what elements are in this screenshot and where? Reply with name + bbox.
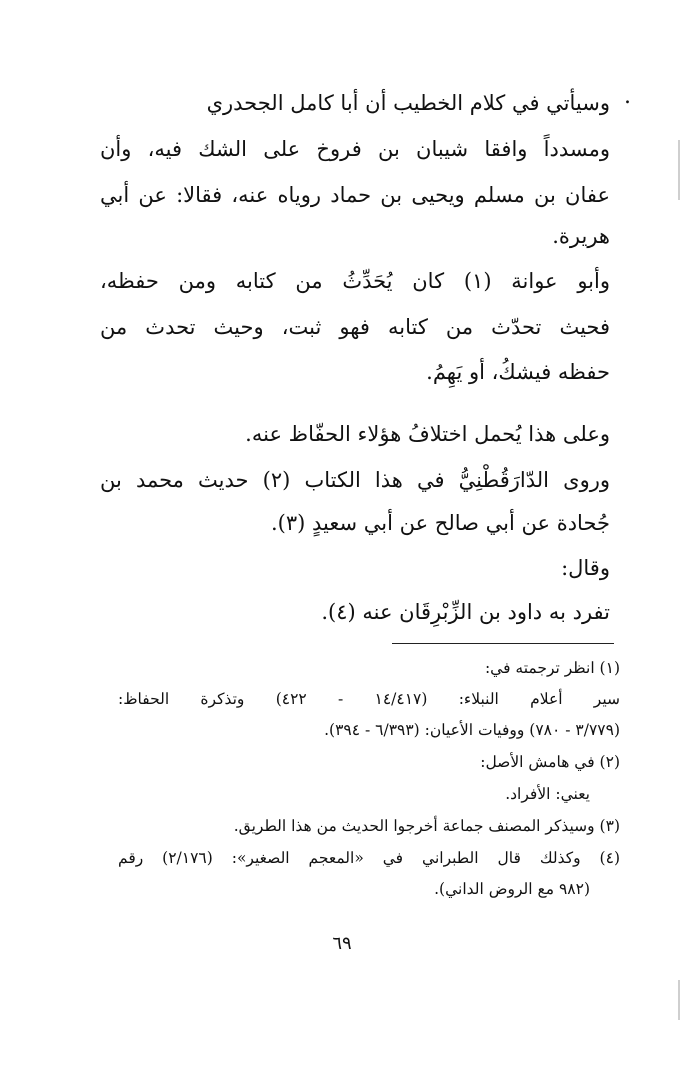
paragraph-3-line-4: وقال: xyxy=(561,556,610,580)
paragraph-3-line-1: وعلى هذا يُحمل اختلافُ هؤلاء الحفّاظ عنه. xyxy=(245,422,610,446)
footnote-1: (١) انظر ترجمته في: xyxy=(484,659,620,677)
paragraph-2-line-1: وأبو عوانة (١) كان يُحَدِّثُ من كتابه ومن حفظه، xyxy=(100,269,610,293)
paragraph-2-line-3: حفظه فيشكُ، أو يَهِمُ. xyxy=(426,360,610,384)
paragraph-1-line-3: عفان بن مسلم ويحيى بن حماد روياه عنه، فقالا: عن أبي xyxy=(100,183,610,207)
footnote-2-line-2: يعني: الأفراد. xyxy=(505,785,590,803)
footnote-3: (٣) وسيذكر المصنف جماعة أخرجوا الحديث من هذا الطريق. xyxy=(233,817,620,835)
margin-dot: . xyxy=(624,84,631,109)
footnote-4-line-2: (٩٨٢ مع الروض الداني). xyxy=(434,880,590,898)
page-edge-shadow xyxy=(678,980,680,1020)
footnote-1-line-2: سير أعلام النبلاء: (١٤/٤١٧ - ٤٢٢) وتذكرة الحفاظ: xyxy=(118,690,621,708)
footnote-2: (٢) في هامش الأصل: xyxy=(480,753,620,771)
paragraph-3-line-2: وروى الدّارَقُطْنِيُّ في هذا الكتاب (٢) حديث محمد بن xyxy=(100,468,610,492)
footnote-1-line-3: (٣/٧٧٩ - ٧٨٠) ووفيات الأعيان: (٦/٣٩٣ - ٣٩٤). xyxy=(324,721,620,739)
paragraph-1-line-2: ومسدداً وافقا شيبان بن فروخ على الشك فيه، وأن xyxy=(100,137,610,161)
paragraph-2-line-2: فحيث تحدّث من كتابه فهو ثبت، وحيث تحدث من xyxy=(100,315,610,339)
footnote-4: (٤) وكذلك قال الطبراني في «المعجم الصغير»: (٢/١٧٦) رقم xyxy=(118,849,620,867)
footnote-separator xyxy=(392,643,614,644)
paragraph-3-line-3: جُحادة عن أبي صالح عن أبي سعيدٍ (٣). xyxy=(270,511,610,535)
page-edge-shadow xyxy=(678,140,680,200)
page-number: ٦٩ xyxy=(332,933,352,954)
paragraph-1-line-4: هريرة. xyxy=(552,224,610,248)
paragraph-3-line-5: تفرد به داود بن الزِّبْرِقَان عنه (٤). xyxy=(321,600,610,624)
paragraph-1-line-1: وسيأتي في كلام الخطيب أن أبا كامل الجحدري xyxy=(206,91,610,115)
